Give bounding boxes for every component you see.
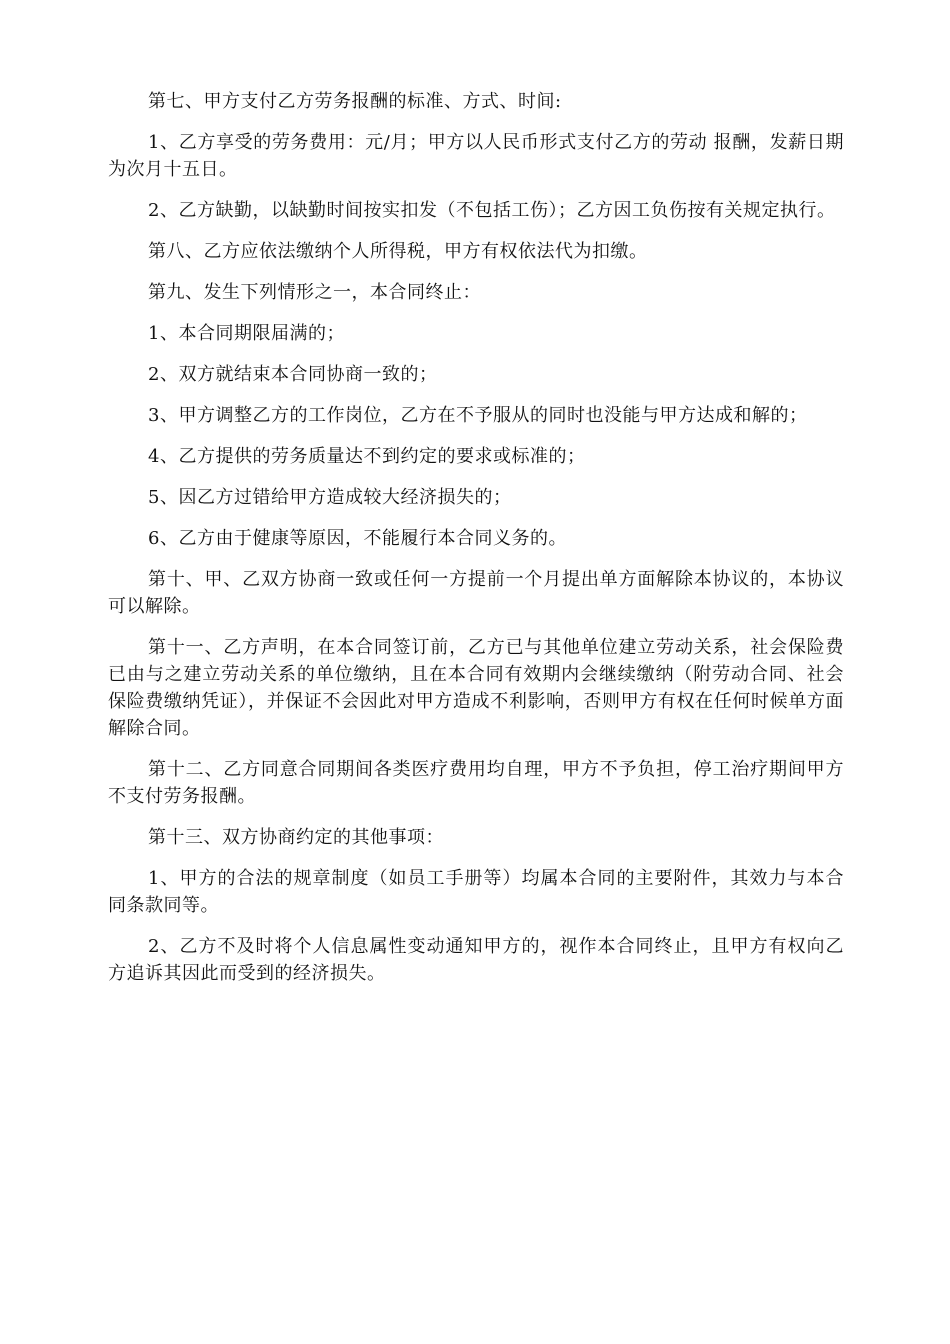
clause-10: 第十、甲、乙双方协商一致或任何一方提前一个月提出单方面解除本协议的，本协议可以解除。: [108, 569, 844, 617]
clause-11: 第十一、乙方声明，在本合同签订前，乙方已与其他单位建立劳动关系，社会保险费已由与之建立劳动关系的单位缴纳，且在本合同有效期内会继续缴纳（附劳动合同、社会保险费缴纳凭证），并保证不会因此对甲方造成不利影响，否则甲方有权在任何时候单方面解除合同。: [108, 637, 844, 739]
clause-7-heading: 第七、甲方支付乙方劳务报酬的标准、方式、时间:: [148, 91, 562, 112]
clause-9-item-2: 2、双方就结束本合同协商一致的；: [148, 364, 438, 385]
clause-13-heading: 第十三、双方协商约定的其他事项：: [148, 827, 444, 848]
clause-7-item-2: 2、乙方缺勤，以缺勤时间按实扣发（不包括工伤）；乙方因工负伤按有关规定执行。: [148, 200, 836, 221]
clause-9-item-6: 6、乙方由于健康等原因，不能履行本合同义务的。: [148, 528, 567, 549]
clause-12: 第十二、乙方同意合同期间各类医疗费用均自理，甲方不予负担，停工治疗期间甲方不支付劳务报酬。: [108, 759, 844, 807]
clause-8: 第八、乙方应依法缴纳个人所得税，甲方有权依法代为扣缴。: [148, 241, 648, 262]
clause-9-heading: 第九、发生下列情形之一，本合同终止：: [148, 282, 481, 303]
clause-9-item-3: 3、甲方调整乙方的工作岗位，乙方在不予服从的同时也没能与甲方达成和解的；: [148, 405, 808, 426]
clause-13-item-1: 1、甲方的合法的规章制度（如员工手册等）均属本合同的主要附件，其效力与本合同条款同等。: [108, 868, 844, 916]
clause-13-item-2: 2、乙方不及时将个人信息属性变动通知甲方的，视作本合同终止，且甲方有权向乙方追诉其因此而受到的经济损失。: [108, 936, 844, 984]
clause-9-item-4: 4、乙方提供的劳务质量达不到约定的要求或标准的；: [148, 446, 586, 467]
clause-9-item-1: 1、本合同期限届满的；: [148, 323, 345, 344]
document-body: [108, 88, 844, 1001]
clause-7-item-1: 1、乙方享受的劳务费用：元/月；甲方以人民币形式支付乙方的劳动 报酬，发薪日期为次月十五日。: [108, 132, 844, 180]
clause-9-item-5: 5、因乙方过错给甲方造成较大经济损失的；: [148, 487, 512, 508]
